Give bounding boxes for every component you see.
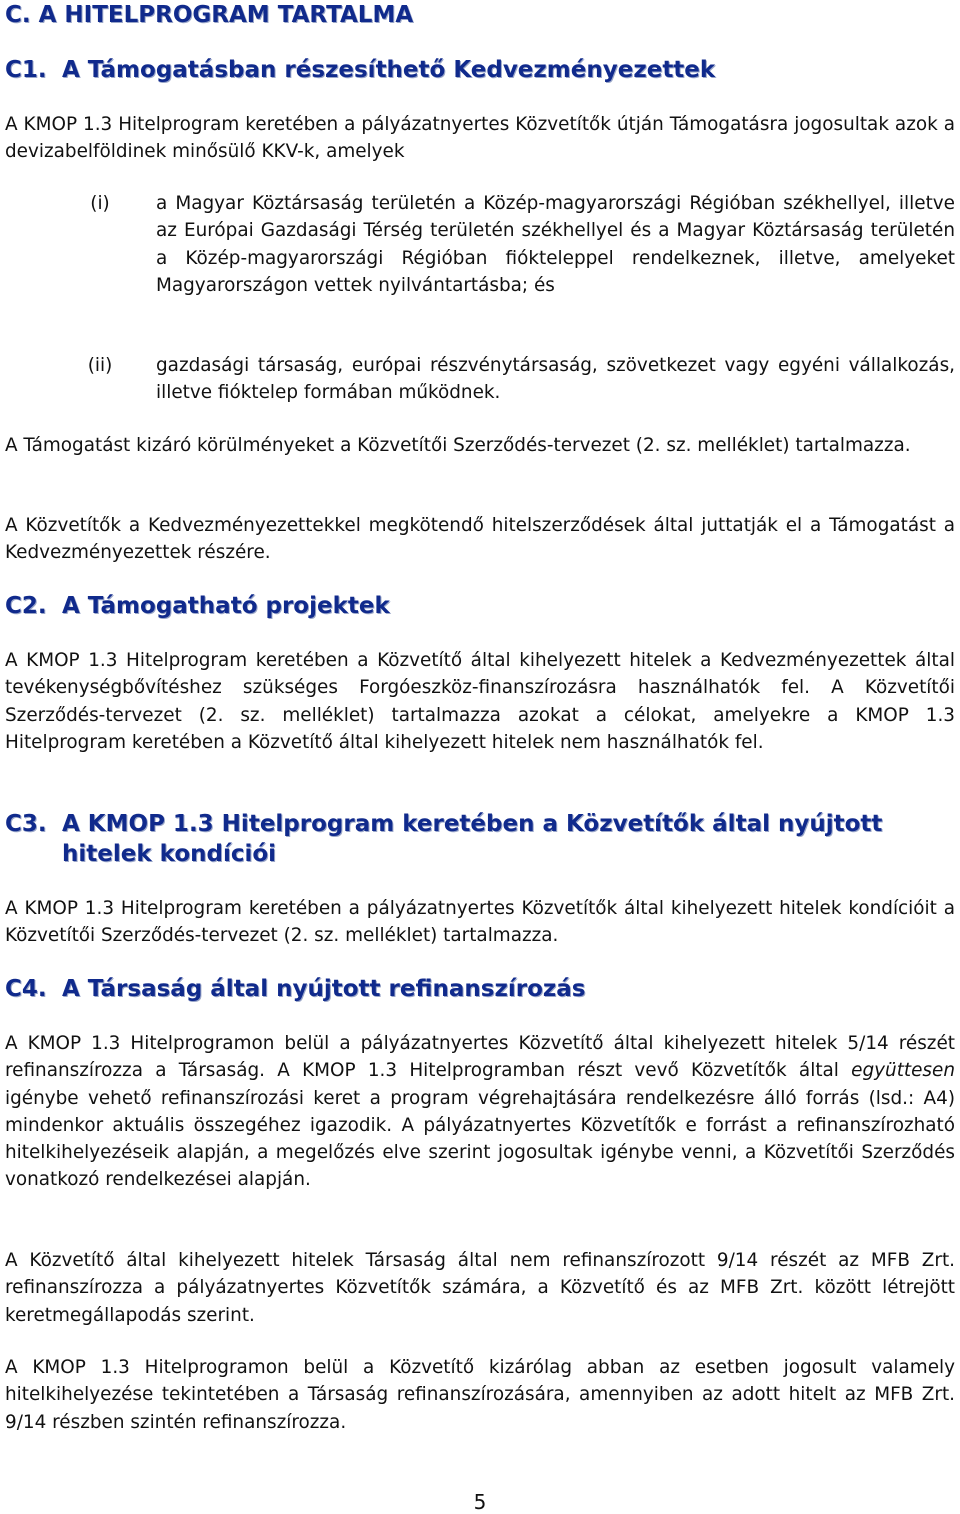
section-title-line-2: hitelek kondíciói bbox=[62, 841, 277, 867]
list-item-label: (ii) bbox=[87, 355, 113, 376]
list-item-text: gazdasági társaság, európai részvénytársaság, szövetkezet vagy egyéni vállalkozás, illetve fióktelep formában működnek. bbox=[156, 355, 955, 404]
text-run: igénybe vehető refinanszírozási keret a program végrehajtására rendelkezésre álló forrás (lsd.: A4) mindenkor aktuális összegéhez igazodik. A pályázatnyertes Közvetítők e forrást a refinanszírozható hitelkihelyezéseik alapján, a megelőzés elve szerint jogosultak igénybe venni, a Közvetítői Szerződés vonatkozó rendelkezései alapján. bbox=[5, 1087, 955, 1191]
section-number: C1. bbox=[5, 57, 47, 83]
section-title-line-1: A KMOP 1.3 Hitelprogram keretében a Közvetítők által nyújtott bbox=[62, 811, 883, 837]
section-number: C3. bbox=[5, 811, 47, 837]
c3-paragraph: A KMOP 1.3 Hitelprogram keretében a pályázatnyertes Közvetítők által kihelyezett hitelek kondícióit a Közvetítői Szerződés-tervezet (2. sz. melléklet) tartalmazza. bbox=[5, 898, 955, 947]
section-title: A Támogatásban részesíthető Kedvezményezettek bbox=[62, 57, 716, 83]
section-title: A Támogatható projektek bbox=[62, 593, 390, 619]
main-heading: C. A HITELPROGRAM TARTALMA bbox=[5, 2, 414, 28]
c4-mfb-paragraph: A Közvetítő által kihelyezett hitelek Társaság által nem refinanszírozott 9/14 részét az MFB Zrt. refinanszírozza a pályázatnyertes Közvetítők számára, a Közvetítő és az MFB Zrt. között létrejött keretmegállapodás szerint. bbox=[5, 1250, 955, 1326]
section-number: C2. bbox=[5, 593, 47, 619]
list-item-text: a Magyar Köztársaság területén a Közép-magyarországi Régióban székhellyel, illetve az Európai Gazdasági Térség területén székhellyel és a Magyar Köztársaság területén a Közép-magyarországi Régióban fiókteleppel rendelkeznek, illetve, amelyeket Magyarországon vettek nyilvántartásba; és bbox=[156, 193, 955, 296]
section-c3-heading bbox=[5, 809, 882, 869]
section-title: A Társaság által nyújtott refinanszírozás bbox=[62, 976, 586, 1002]
c1-exclusion-paragraph: A Támogatást kizáró körülményeket a Közvetítői Szerződés-tervezet (2. sz. melléklet) tartalmazza. bbox=[5, 435, 911, 456]
section-c1-heading bbox=[5, 55, 715, 85]
page-number: 5 bbox=[473, 1490, 487, 1514]
c4-refinancing-paragraph bbox=[5, 1030, 955, 1194]
list-item-label: (i) bbox=[90, 193, 110, 214]
text-run: A KMOP 1.3 Hitelprogramon belül a pályázatnyertes Közvetítő által kihelyezett hitelek 5/14 részét refinanszírozza a Társaság. A KMOP 1.3 Hitelprogramban részt vevő Közvetítők által bbox=[5, 1033, 955, 1082]
c1-intro-paragraph: A KMOP 1.3 Hitelprogram keretében a pályázatnyertes Közvetítők útján Támogatásra jogosultak azok a devizabelföldinek minősülő KKV-k, amelyek bbox=[5, 114, 955, 163]
c1-contract-paragraph: A Közvetítők a Kedvezményezettekkel megkötendő hitelszerződések által juttatják el a Támogatást a Kedvezményezettek részére. bbox=[5, 515, 955, 564]
section-number: C4. bbox=[5, 976, 47, 1002]
section-c2-heading bbox=[5, 591, 390, 621]
emphasis-text: együttesen bbox=[851, 1060, 955, 1082]
section-c4-heading bbox=[5, 974, 585, 1004]
c4-exclusive-paragraph: A KMOP 1.3 Hitelprogramon belül a Közvetítő kizárólag abban az esetben jogosult valamely hitelkihelyezése tekintetében a Társaság refinanszírozására, amennyiben az adott hitelt az MFB Zrt. 9/14 részben szintén refinanszírozza. bbox=[5, 1357, 955, 1433]
c2-paragraph: A KMOP 1.3 Hitelprogram keretében a Közvetítő által kihelyezett hitelek a Kedvezményezettek által tevékenységbővítéshez szükséges Forgóeszköz-finanszírozásra használhatók fel. A Közvetítői Szerződés-tervezet (2. sz. melléklet) tartalmazza azokat a célokat, amelyekre a KMOP 1.3 Hitelprogram keretében a Közvetítő által kihelyezett hitelek nem használhatók fel. bbox=[5, 650, 955, 753]
